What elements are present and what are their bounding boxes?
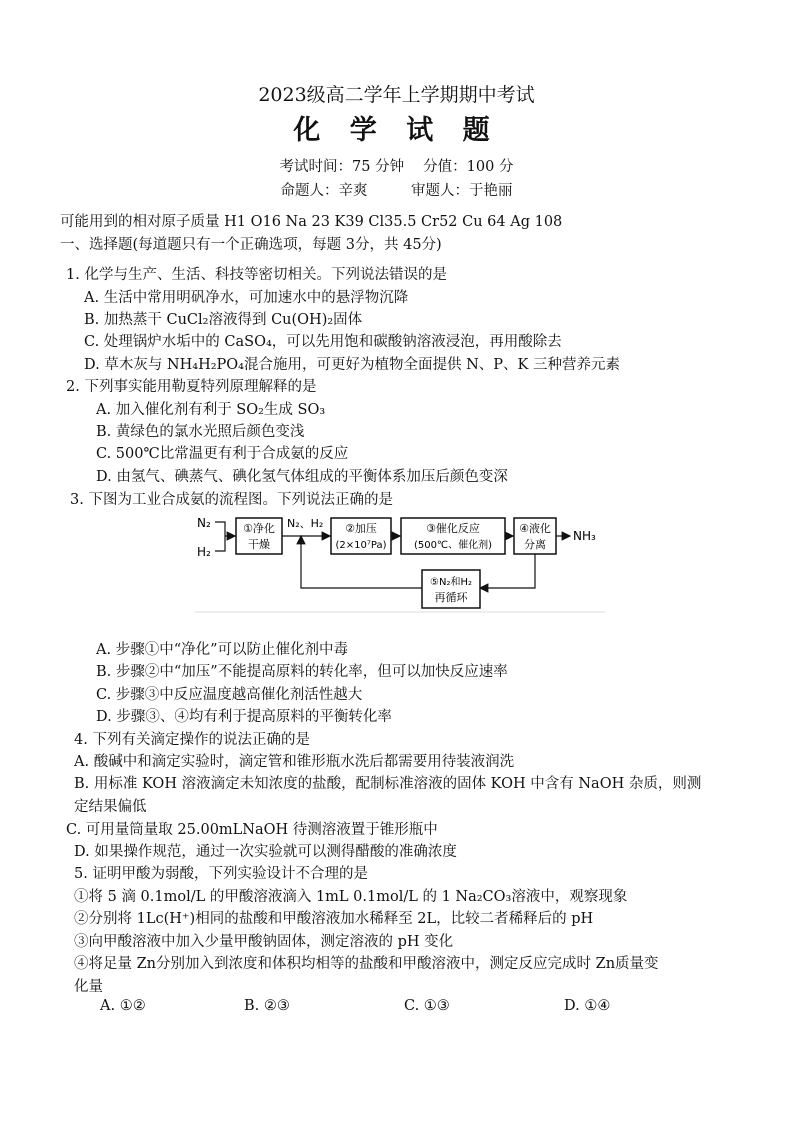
q3-option-d: D. 步骤③、④均有利于提高原料的平衡转化率 xyxy=(96,709,392,725)
input-connector xyxy=(215,522,235,551)
q2-stem: 2. 下列事实能用勒夏特列原理解释的是 xyxy=(66,379,317,395)
q2-option-c: C. 500℃比常温更有利于合成氨的反应 xyxy=(96,446,349,462)
h2-label: H₂ xyxy=(197,545,211,559)
step1-label: ①净化 xyxy=(243,522,275,535)
q5-statement-4-cont: 化量 xyxy=(74,979,103,995)
n2-label: N₂ xyxy=(197,516,211,530)
q2-option-d: D. 由氢气、碘蒸气、碘化氢气体组成的平衡体系加压后颜色变深 xyxy=(96,469,508,485)
step4-label: ④液化 xyxy=(519,522,551,535)
ammonia-flow-diagram xyxy=(195,510,615,615)
q2-option-a: A. 加入催化剂有利于 SO₂生成 SO₃ xyxy=(96,402,326,418)
section-heading: 一、选择题(每道题只有一个正确选项，每题 3分，共 45分) xyxy=(60,237,442,253)
q3-stem: 3. 下图为工业合成氨的流程图。下列说法正确的是 xyxy=(70,492,393,508)
step3-sublabel: (500℃、催化剂) xyxy=(413,540,493,551)
nh3-label: NH₃ xyxy=(573,529,596,543)
q5-statement-4: ④将足量 Zn分别加入到浓度和体积均相等的盐酸和甲酸溶液中，测定反应完成时 Zn质量变 xyxy=(74,956,659,972)
q4-stem: 4. 下列有关滴定操作的说法正确的是 xyxy=(74,732,310,748)
q1-option-d: D. 草木灰与 NH₄H₂PO₄混合施用，可更好为植物全面提供 N、P、K 三种营养元素 xyxy=(84,357,620,373)
q4-option-c: C. 可用量筒量取 25.00mLNaOH 待测溶液置于锥形瓶中 xyxy=(66,822,438,838)
q5-stem: 5. 证明甲酸为弱酸，下列实验设计不合理的是 xyxy=(74,866,368,882)
q1-option-a: A. 生活中常用明矾净水，可加速水中的悬浮物沉降 xyxy=(84,290,409,306)
q4-option-b: B. 用标准 KOH 溶液滴定未知浓度的盐酸，配制标准溶液的固体 KOH 中含有 NaOH 杂质，则测 xyxy=(74,776,702,792)
q4-option-d: D. 如果操作规范，通过一次实验就可以测得醋酸的准确浓度 xyxy=(74,844,457,860)
step3-label: ③催化反应 xyxy=(426,522,480,535)
q5-option-b: B. ②③ xyxy=(244,998,290,1014)
step1-sublabel: 干燥 xyxy=(248,538,270,551)
q3-option-c: C. 步骤③中反应温度越高催化剂活性越大 xyxy=(96,687,363,703)
authors: 命题人：辛爽 审题人：于艳丽 xyxy=(280,183,513,199)
q5-option-d: D. ①④ xyxy=(564,998,611,1014)
q4-option-a: A. 酸碱中和滴定实验时，滴定管和锥形瓶水洗后都需要用待装液润洗 xyxy=(74,754,515,770)
step5-label: ⑤N₂和H₂ xyxy=(430,577,472,588)
q5-statement-3: ③向甲酸溶液中加入少量甲酸钠固体，测定溶液的 pH 变化 xyxy=(74,934,454,950)
q5-statement-2: ②分别将 1Lc(H⁺)相同的盐酸和甲酸溶液加水稀释至 2L，比较二者稀释后的 pH xyxy=(74,911,594,927)
step2-sublabel: (2×10⁷Pa) xyxy=(335,540,387,551)
q3-option-b: B. 步骤②中“加压”不能提高原料的转化率，但可以加快反应速率 xyxy=(96,664,508,680)
recycle-line-right xyxy=(480,554,535,588)
subject-title: 化 学 试 题 xyxy=(293,115,500,146)
step2-label: ②加压 xyxy=(345,522,377,535)
q4-option-b-cont: 定结果偏低 xyxy=(74,799,147,815)
step4-sublabel: 分离 xyxy=(524,538,546,551)
q2-option-b: B. 黄绿色的氯水光照后颜色变浅 xyxy=(96,424,305,440)
atomic-masses: 可能用到的相对原子质量 H1 O16 Na 23 K39 Cl35.5 Cr52 Cu 64 Ag 108 xyxy=(60,214,563,230)
q3-option-a: A. 步骤①中“净化”可以防止催化剂中毒 xyxy=(96,642,349,658)
q1-option-c: C. 处理锅炉水垢中的 CaSO₄，可以先用饱和碳酸钠溶液浸泡，再用酸除去 xyxy=(84,334,562,350)
q1-stem: 1. 化学与生产、生活、科技等密切相关。下列说法错误的是 xyxy=(66,267,447,283)
exam-info: 考试时间：75 分钟 分值：100 分 xyxy=(279,159,514,175)
q5-option-c: C. ①③ xyxy=(404,998,450,1014)
q1-option-b: B. 加热蒸干 CuCl₂溶液得到 Cu(OH)₂固体 xyxy=(84,312,363,328)
mid-gas-label: N₂、H₂ xyxy=(287,517,324,530)
q5-option-a: A. ①② xyxy=(100,998,146,1014)
q5-statement-1: ①将 5 滴 0.1mol/L 的甲酸溶液滴入 1mL 0.1mol/L 的 1 Na₂CO₃溶液中，观察现象 xyxy=(74,889,628,905)
exam-title: 2023级高二学年上学期期中考试 xyxy=(258,84,535,106)
step5-sublabel: 再循环 xyxy=(434,591,468,604)
